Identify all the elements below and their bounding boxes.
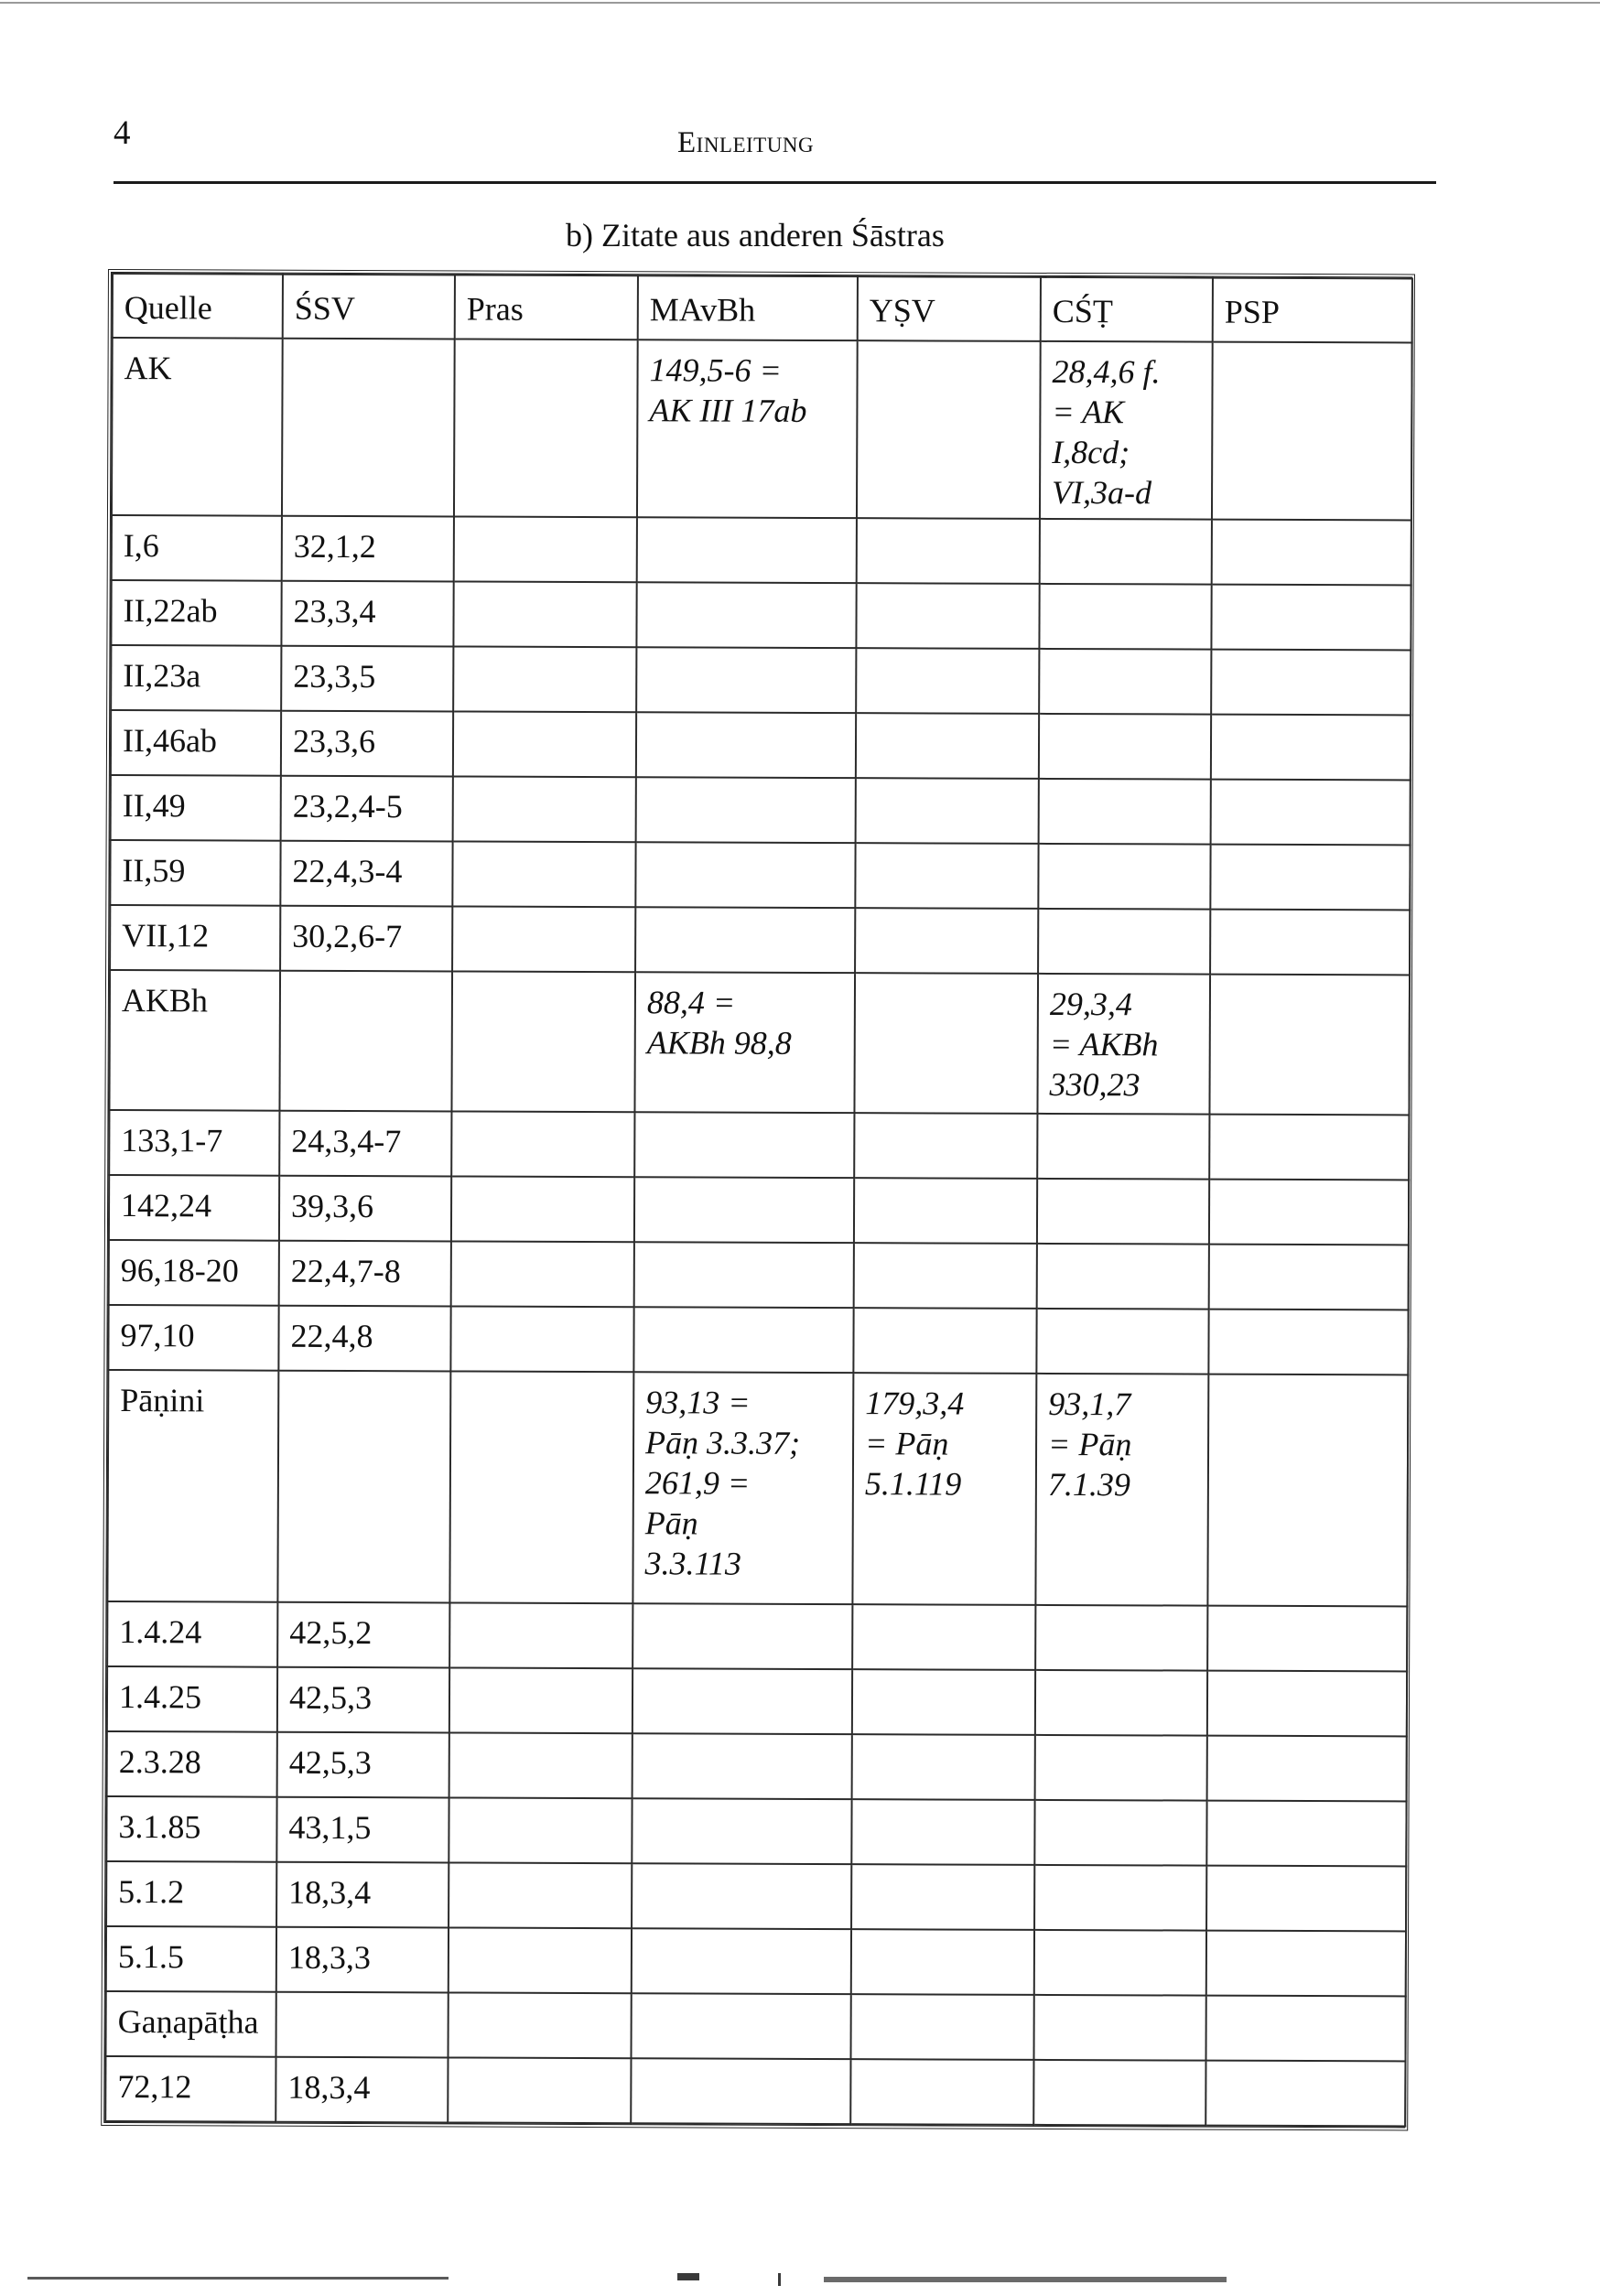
- cell-ysv: [856, 778, 1039, 844]
- cell-ssv: [277, 1732, 449, 1798]
- cell-quelle: [107, 1666, 277, 1732]
- cell-quelle: [111, 645, 281, 711]
- cell-mavbh: [633, 1307, 853, 1373]
- cell-ysv: [857, 340, 1041, 519]
- scan-edge-bottom: [0, 2273, 1600, 2286]
- table-row: [106, 1861, 1406, 1931]
- page-number: 4: [114, 114, 131, 152]
- cell-cst: [1035, 1374, 1208, 1606]
- scan-edge-top: [0, 2, 1600, 4]
- cell-text: 32,1,2: [293, 527, 376, 566]
- cell-text: 5.1.2: [118, 1873, 185, 1911]
- cell-psp: [1209, 1115, 1409, 1180]
- cell-mavbh: [636, 582, 856, 648]
- cell-cst: [1036, 1309, 1208, 1374]
- table-row: [110, 905, 1410, 975]
- cell-mavbh: [634, 1177, 854, 1243]
- cell-psp: [1211, 585, 1411, 651]
- cell-psp: [1209, 1180, 1409, 1245]
- column-header-cst: CŚṬ: [1041, 277, 1213, 342]
- cell-psp: [1207, 1374, 1408, 1607]
- cell-ysv: [852, 1604, 1035, 1670]
- cell-mavbh: [637, 340, 858, 518]
- cell-text: 23,3,4: [293, 592, 376, 631]
- cell-ysv: [856, 583, 1039, 649]
- cell-mavbh: [631, 2058, 850, 2124]
- cell-pras: [451, 1241, 634, 1307]
- cell-quelle: [109, 970, 280, 1111]
- cell-psp: [1206, 1801, 1406, 1867]
- cell-psp: [1212, 342, 1412, 521]
- cell-text: 88,4 = AKBh 98,8: [646, 984, 792, 1062]
- cell-quelle: [111, 710, 281, 776]
- table-row: [112, 338, 1412, 520]
- table-row: [109, 1240, 1409, 1310]
- table-row: [106, 1926, 1406, 1996]
- cell-ssv: [281, 581, 453, 647]
- cell-text: 72,12: [117, 2068, 192, 2106]
- cell-text: 97,10: [120, 1317, 195, 1354]
- cell-ysv: [854, 1178, 1037, 1244]
- cell-mavbh: [632, 1603, 852, 1669]
- cell-ssv: [277, 1667, 449, 1733]
- table-row: [108, 1305, 1408, 1374]
- cell-text: 23,3,6: [292, 722, 376, 760]
- cell-ysv: [851, 1799, 1034, 1865]
- cell-pras: [453, 581, 636, 647]
- cell-mavbh: [631, 1993, 850, 2059]
- table-header-row: [113, 274, 1412, 342]
- table-row: [107, 1370, 1408, 1606]
- cell-quelle: [106, 1861, 276, 1927]
- table-row: [105, 2056, 1405, 2126]
- scan-artifact: [677, 2273, 699, 2280]
- cell-mavbh: [632, 1928, 851, 1994]
- cell-text: II,46ab: [122, 722, 218, 760]
- cell-quelle: [106, 1796, 276, 1862]
- cell-quelle: [107, 1370, 278, 1602]
- cell-psp: [1210, 910, 1410, 976]
- cell-ssv: [276, 1797, 449, 1863]
- cell-pras: [449, 1371, 633, 1603]
- cell-text: 43,1,5: [288, 1808, 372, 1847]
- cell-ssv: [281, 776, 453, 842]
- cell-text: Gaṇapāṭha: [117, 2003, 259, 2041]
- citation-table-frame: [101, 269, 1415, 2130]
- table-row: [107, 1731, 1407, 1801]
- cell-cst: [1039, 714, 1211, 780]
- cell-ssv: [279, 971, 452, 1112]
- column-header-pras: Pras: [455, 275, 638, 340]
- cell-psp: [1210, 845, 1410, 911]
- cell-cst: [1040, 341, 1213, 520]
- cell-ssv: [276, 1992, 448, 2058]
- scan-artifact: [27, 2277, 449, 2280]
- table-row: [106, 1796, 1406, 1866]
- cell-pras: [453, 646, 636, 712]
- column-header-quelle: Quelle: [113, 274, 283, 339]
- cell-quelle: [111, 775, 281, 841]
- cell-text: 18,3,4: [288, 1873, 372, 1912]
- cell-psp: [1206, 1931, 1406, 1997]
- cell-pras: [451, 1111, 634, 1177]
- cell-text: 39,3,6: [290, 1187, 374, 1225]
- cell-pras: [454, 339, 638, 517]
- cell-ssv: [276, 1862, 449, 1928]
- cell-text: 1.4.25: [118, 1678, 202, 1716]
- table-row: [112, 515, 1411, 585]
- cell-quelle: [106, 1991, 276, 2057]
- cell-ssv: [282, 339, 455, 517]
- cell-mavbh: [637, 517, 857, 583]
- cell-mavbh: [636, 647, 856, 713]
- citation-table: [104, 273, 1413, 2127]
- cell-psp: [1209, 975, 1410, 1116]
- cell-ysv: [852, 1734, 1035, 1800]
- cell-text: 23,2,4-5: [292, 787, 403, 825]
- cell-quelle: [109, 1240, 279, 1306]
- cell-ysv: [857, 518, 1040, 584]
- cell-ssv: [280, 906, 452, 972]
- column-header-mavbh: MAvBh: [638, 275, 858, 340]
- cell-cst: [1033, 1995, 1205, 2061]
- cell-psp: [1205, 1996, 1405, 2062]
- cell-pras: [449, 1797, 632, 1863]
- cell-ysv: [855, 843, 1038, 909]
- cell-ssv: [276, 1927, 449, 1993]
- cell-pras: [449, 1862, 632, 1928]
- cell-pras: [454, 516, 637, 582]
- cell-quelle: [108, 1305, 278, 1371]
- cell-quelle: [112, 515, 282, 581]
- cell-ysv: [851, 1929, 1034, 1995]
- cell-ysv: [852, 1669, 1035, 1735]
- cell-cst: [1038, 909, 1210, 975]
- cell-mavbh: [632, 1668, 852, 1734]
- cell-text: 96,18-20: [120, 1252, 239, 1289]
- cell-ssv: [276, 2057, 448, 2123]
- cell-cst: [1038, 844, 1210, 910]
- cell-cst: [1034, 1930, 1206, 1996]
- cell-ssv: [278, 1306, 450, 1372]
- cell-quelle: [107, 1731, 277, 1797]
- table-row: [107, 1601, 1407, 1671]
- cell-text: 42,5,3: [288, 1678, 373, 1717]
- cell-text: II,22ab: [123, 592, 218, 630]
- cell-ysv: [852, 1373, 1036, 1605]
- cell-quelle: [111, 580, 281, 646]
- cell-ssv: [279, 1241, 451, 1307]
- cell-quelle: [112, 338, 283, 516]
- cell-mavbh: [636, 777, 856, 843]
- scan-artifact: [824, 2277, 1227, 2282]
- cell-cst: [1035, 1735, 1207, 1801]
- cell-mavbh: [632, 1733, 852, 1799]
- cell-ssv: [279, 1176, 451, 1242]
- cell-text: 5.1.5: [117, 1938, 184, 1976]
- table-row: [109, 970, 1410, 1115]
- cell-text: VII,12: [122, 917, 210, 954]
- cell-quelle: [105, 2056, 276, 2122]
- table-row: [111, 710, 1411, 780]
- cell-text: 29,3,4 = AKBh 330,23: [1049, 985, 1159, 1104]
- cell-ssv: [281, 711, 453, 777]
- cell-psp: [1207, 1671, 1407, 1737]
- cell-pras: [448, 1992, 631, 2058]
- cell-mavbh: [636, 712, 856, 778]
- cell-text: 42,5,3: [288, 1743, 372, 1782]
- cell-text: 23,3,5: [293, 657, 376, 695]
- cell-pras: [449, 1732, 632, 1798]
- cell-cst: [1037, 1179, 1209, 1245]
- cell-text: 93,1,7 = Pāṇ 7.1.39: [1047, 1385, 1132, 1504]
- cell-text: 133,1-7: [121, 1122, 223, 1159]
- cell-ysv: [850, 2059, 1033, 2125]
- cell-text: I,6: [123, 527, 159, 565]
- cell-mavbh: [634, 1242, 854, 1308]
- cell-ysv: [854, 1113, 1037, 1179]
- column-header-psp: PSP: [1213, 278, 1412, 343]
- cell-quelle: [107, 1601, 277, 1667]
- cell-mavbh: [634, 972, 855, 1113]
- cell-quelle: [110, 905, 280, 971]
- cell-cst: [1035, 1670, 1207, 1736]
- cell-ssv: [277, 1602, 449, 1668]
- cell-quelle: [106, 1926, 276, 1992]
- table-row: [106, 1991, 1406, 2061]
- cell-pras: [449, 1602, 632, 1668]
- cell-text: 3.1.85: [118, 1808, 201, 1846]
- table-row: [111, 580, 1411, 650]
- cell-text: 2.3.28: [118, 1743, 201, 1781]
- cell-text: 179,3,4 = Pāṇ 5.1.119: [864, 1385, 965, 1503]
- cell-ssv: [280, 841, 452, 907]
- cell-psp: [1207, 1736, 1407, 1802]
- cell-psp: [1208, 1310, 1408, 1375]
- cell-text: 142,24: [120, 1187, 212, 1224]
- cell-text: 18,3,4: [287, 2068, 371, 2107]
- cell-ysv: [853, 1308, 1036, 1374]
- cell-text: 22,4,8: [290, 1317, 373, 1355]
- cell-ssv: [282, 516, 454, 582]
- cell-pras: [449, 1667, 632, 1733]
- cell-pras: [451, 971, 635, 1112]
- cell-cst: [1039, 584, 1211, 650]
- cell-text: AK: [124, 350, 172, 387]
- cell-text: 24,3,4-7: [291, 1122, 402, 1160]
- cell-ssv: [281, 646, 453, 712]
- cell-mavbh: [632, 1798, 851, 1864]
- cell-pras: [453, 711, 636, 777]
- cell-ssv: [279, 1111, 451, 1177]
- cell-mavbh: [632, 1372, 853, 1604]
- cell-psp: [1207, 1606, 1407, 1672]
- scan-artifact: [778, 2273, 781, 2286]
- cell-psp: [1205, 2061, 1405, 2127]
- section-title: b) Zitate aus anderen Śāstras: [566, 217, 945, 253]
- cell-pras: [451, 1176, 634, 1242]
- cell-text: Pāṇini: [120, 1382, 205, 1419]
- cell-pras: [453, 776, 636, 842]
- cell-quelle: [110, 840, 280, 906]
- cell-quelle: [109, 1175, 279, 1241]
- cell-ysv: [856, 713, 1039, 779]
- cell-cst: [1035, 1605, 1207, 1671]
- cell-mavbh: [635, 842, 855, 908]
- cell-mavbh: [635, 907, 855, 973]
- cell-mavbh: [632, 1863, 851, 1929]
- cell-text: 149,5-6 = AK III 17ab: [649, 351, 807, 429]
- table-row: [110, 840, 1410, 910]
- cell-ysv: [855, 908, 1038, 974]
- cell-ysv: [854, 1243, 1037, 1309]
- cell-cst: [1033, 2060, 1205, 2126]
- cell-pras: [450, 1306, 633, 1372]
- cell-pras: [452, 906, 635, 972]
- cell-psp: [1211, 780, 1411, 846]
- cell-cst: [1040, 519, 1212, 585]
- running-head: Einleitung: [677, 126, 815, 159]
- cell-text: II,49: [122, 787, 186, 825]
- cell-ssv: [277, 1371, 450, 1603]
- cell-cst: [1037, 1244, 1209, 1310]
- cell-text: 30,2,6-7: [292, 917, 403, 955]
- cell-cst: [1034, 1865, 1206, 1931]
- cell-text: AKBh: [121, 982, 209, 1019]
- cell-pras: [449, 1927, 632, 1993]
- cell-cst: [1034, 1800, 1206, 1866]
- cell-text: 22,4,7-8: [290, 1252, 401, 1290]
- column-header-ssv: ŚSV: [283, 275, 455, 340]
- cell-text: 93,13 = Pāṇ 3.3.37; 261,9 = Pāṇ 3.3.113: [644, 1384, 801, 1582]
- cell-ysv: [851, 1864, 1034, 1930]
- table-row: [107, 1666, 1407, 1736]
- table-row: [111, 775, 1411, 845]
- cell-mavbh: [634, 1112, 854, 1178]
- cell-text: 18,3,3: [287, 1938, 371, 1977]
- cell-cst: [1039, 779, 1211, 845]
- cell-ysv: [856, 648, 1039, 714]
- cell-cst: [1039, 649, 1211, 715]
- cell-text: 28,4,6 f. = AK I,8cd; VI,3a-d: [1051, 352, 1161, 512]
- cell-text: II,23a: [123, 657, 201, 695]
- cell-text: 1.4.24: [119, 1613, 202, 1651]
- cell-ysv: [850, 1994, 1033, 2060]
- cell-cst: [1037, 974, 1210, 1115]
- cell-pras: [452, 841, 635, 907]
- cell-psp: [1206, 1866, 1406, 1932]
- cell-ysv: [854, 973, 1038, 1114]
- column-header-ysv: YṢV: [858, 276, 1041, 341]
- cell-text: II,59: [122, 852, 186, 889]
- table-row: [109, 1110, 1409, 1180]
- cell-psp: [1211, 650, 1411, 716]
- table-body: [105, 338, 1411, 2126]
- cell-text: 42,5,2: [289, 1613, 373, 1652]
- cell-psp: [1212, 520, 1411, 586]
- table-row: [111, 645, 1411, 715]
- header-rule: [114, 181, 1436, 184]
- cell-psp: [1211, 715, 1411, 781]
- cell-pras: [448, 2057, 631, 2123]
- table-row: [109, 1175, 1409, 1245]
- cell-cst: [1037, 1114, 1209, 1180]
- cell-psp: [1209, 1245, 1409, 1310]
- cell-text: 22,4,3-4: [292, 852, 403, 890]
- cell-quelle: [109, 1110, 279, 1176]
